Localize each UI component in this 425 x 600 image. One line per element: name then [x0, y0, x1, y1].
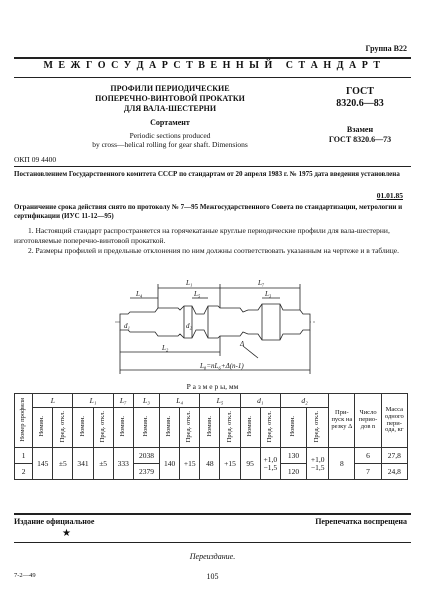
col-allowance: При-пуск на резку Δ: [329, 394, 355, 448]
cell-d2-row2: 120: [280, 464, 306, 480]
dim-l5: L₅: [194, 290, 201, 298]
table-caption: Р а з м е р ы, мм: [186, 382, 239, 391]
table-row: [15, 448, 408, 464]
print-code: 7-2—49: [14, 572, 36, 579]
l1-nom-header: Номин.: [78, 416, 86, 437]
l5-dev-header: Пред. откл.: [225, 410, 233, 443]
cell-mass-row2: 24,8: [381, 464, 407, 480]
col-l7: L₇: [113, 394, 133, 408]
okp-rule: [14, 166, 411, 167]
footer-official: Издание официальное: [14, 517, 95, 526]
l5-nom-header: Номин.: [205, 416, 213, 437]
col-periods: Число перио-дов n: [355, 394, 381, 448]
paragraph-2: 2. Размеры профилей и предельные отклонения по ним должны соответствовать указанным на чертеже и в таблице.: [28, 246, 400, 255]
d2-dev-minus: −1,5: [310, 462, 325, 472]
paragraph-1: 1. Настоящий стандарт распространяется на горячекатаные круглые периодические профили для вала-шестерни, изготовляемые поперечно-винтовой прокаткой.: [14, 226, 390, 245]
cell-allowance: 8: [329, 448, 355, 480]
col-mass: Масса одного пери-ода, кг: [381, 394, 407, 448]
intro-date: 01.01.85: [376, 191, 403, 200]
col-d2: d₂: [280, 394, 328, 408]
cell-l1-dev: ±5: [93, 448, 113, 480]
cell-d1: 95: [240, 448, 260, 480]
cell-l-dev: ±5: [53, 448, 73, 480]
col-profile-number: [15, 394, 33, 448]
cell-l7: 333: [113, 448, 133, 480]
cell-periods-row2: 7: [355, 464, 381, 480]
dim-l7: L₇: [258, 279, 265, 287]
cell-l5-dev: +15: [220, 448, 240, 480]
dim-l2: L₂: [162, 344, 169, 352]
dim-d2: d₂: [186, 322, 192, 330]
col-l4: L₄: [160, 394, 200, 408]
l4-nom-header: Номин.: [165, 416, 173, 437]
cell-d2-row1: 130: [280, 448, 306, 464]
cell-l4-dev: +15: [180, 448, 200, 480]
gost-designation: [315, 86, 405, 110]
title-line-1: ПРОФИЛИ ПЕРИОДИЧЕСКИЕ: [110, 84, 230, 93]
cell-num: 1: [15, 448, 33, 464]
replaces-number: ГОСТ 8320.6—73: [328, 135, 392, 144]
star-icon: ★: [62, 528, 71, 539]
title-line-3: ДЛЯ ВАЛА-ШЕСТЕРНИ: [123, 104, 217, 113]
decree-text: Постановлением Государственного комитета СССР по стандартам от 20 апреля 1983 г. № 1975 дата введения установлена: [14, 170, 400, 178]
body-text: [14, 226, 411, 256]
dim-l4: L₄: [136, 290, 143, 298]
d1-dev-minus: −1,5: [263, 462, 278, 472]
d2-dev-plus: +1,0: [310, 454, 325, 464]
l4-dev-header: Пред. откл.: [185, 410, 193, 443]
d1-nom-header: Номин.: [245, 416, 253, 437]
dim-formula: L₈=nL₆+Δ(n-1): [200, 362, 244, 370]
footer-reprint-forbidden: Перепечатка воспрещена: [315, 517, 407, 526]
okp-code: ОКП 09 4400: [14, 155, 57, 164]
cell-l3-row1: 2038: [133, 448, 159, 464]
col-d1: d₁: [240, 394, 280, 408]
cell-l1: 341: [73, 448, 93, 480]
dim-d1: d₁: [124, 322, 130, 330]
d1-dev-plus: +1,0: [263, 454, 278, 464]
title-en-line-1: Periodic sections produced: [129, 131, 211, 140]
l7-nom-header: Номин.: [119, 416, 127, 437]
col-l: L: [33, 394, 73, 408]
title-line-2: ПОПЕРЕЧНО-ВИНТОВОЙ ПРОКАТКИ: [95, 94, 245, 103]
dim-l1: L₁: [186, 279, 193, 287]
gost-number: 8320.6—83: [336, 98, 384, 109]
profile-number-header: Номер профиля: [19, 397, 27, 442]
standard-banner: М Е Ж Г О С У Д А Р С Т В Е Н Н Ы Й С Т А Н Д А Р Т: [43, 60, 382, 71]
l3-nom-header: Номин.: [142, 416, 150, 437]
l1-dev-header: Пред. откл.: [98, 410, 106, 443]
cell-num-row2: 2: [15, 464, 33, 480]
cell-l5: 48: [200, 448, 220, 480]
profile-drawing: [100, 270, 330, 380]
footer-rule: [14, 513, 411, 515]
group-label: Группа В22: [365, 44, 407, 53]
title-en: [40, 131, 300, 149]
col-l3: L₃: [133, 394, 159, 408]
col-l1: L₁: [73, 394, 113, 408]
dim-l3: L₃: [265, 290, 272, 298]
d2-dev-header: Пред. откл.: [313, 410, 321, 443]
subtitle: Сортамент: [150, 118, 190, 127]
l-dev-header: Пред. откл.: [58, 410, 66, 443]
cell-d1-dev: [260, 448, 280, 480]
footer-rule-2: [14, 542, 411, 543]
col-l5: L₅: [200, 394, 240, 408]
title-en-line-2: by cross—helical rolling for gear shaft. Dimensions: [92, 140, 248, 149]
dimensions-table: [14, 393, 408, 480]
cell-periods-row1: 6: [355, 448, 381, 464]
l-nom-header: Номин.: [38, 416, 46, 437]
banner-rule: [14, 77, 411, 78]
reprint-note: Переиздание.: [189, 552, 236, 561]
title-ru: [40, 84, 300, 128]
replaces-block: [315, 125, 405, 145]
cell-mass-row1: 27,8: [381, 448, 407, 464]
d2-nom-header: Номин.: [289, 416, 297, 437]
restriction-text: Ограничение срока действия снято по протоколу № 7—95 Межгосударственного Совета по стандартизации, метрологии и сертификации (ИУС 11-12—95): [14, 203, 403, 220]
page-number: 105: [206, 572, 219, 581]
dim-delta: Δ: [240, 340, 245, 348]
cell-d2-dev: [307, 448, 329, 480]
cell-l4: 140: [160, 448, 180, 480]
replaces-label: Взамен: [346, 125, 374, 134]
cell-l: 145: [33, 448, 53, 480]
d1-dev-header: Пред. откл.: [266, 410, 274, 443]
top-rule: [14, 57, 411, 59]
cell-l3-row2: 2379: [133, 464, 159, 480]
gost-label: ГОСТ: [346, 86, 374, 97]
